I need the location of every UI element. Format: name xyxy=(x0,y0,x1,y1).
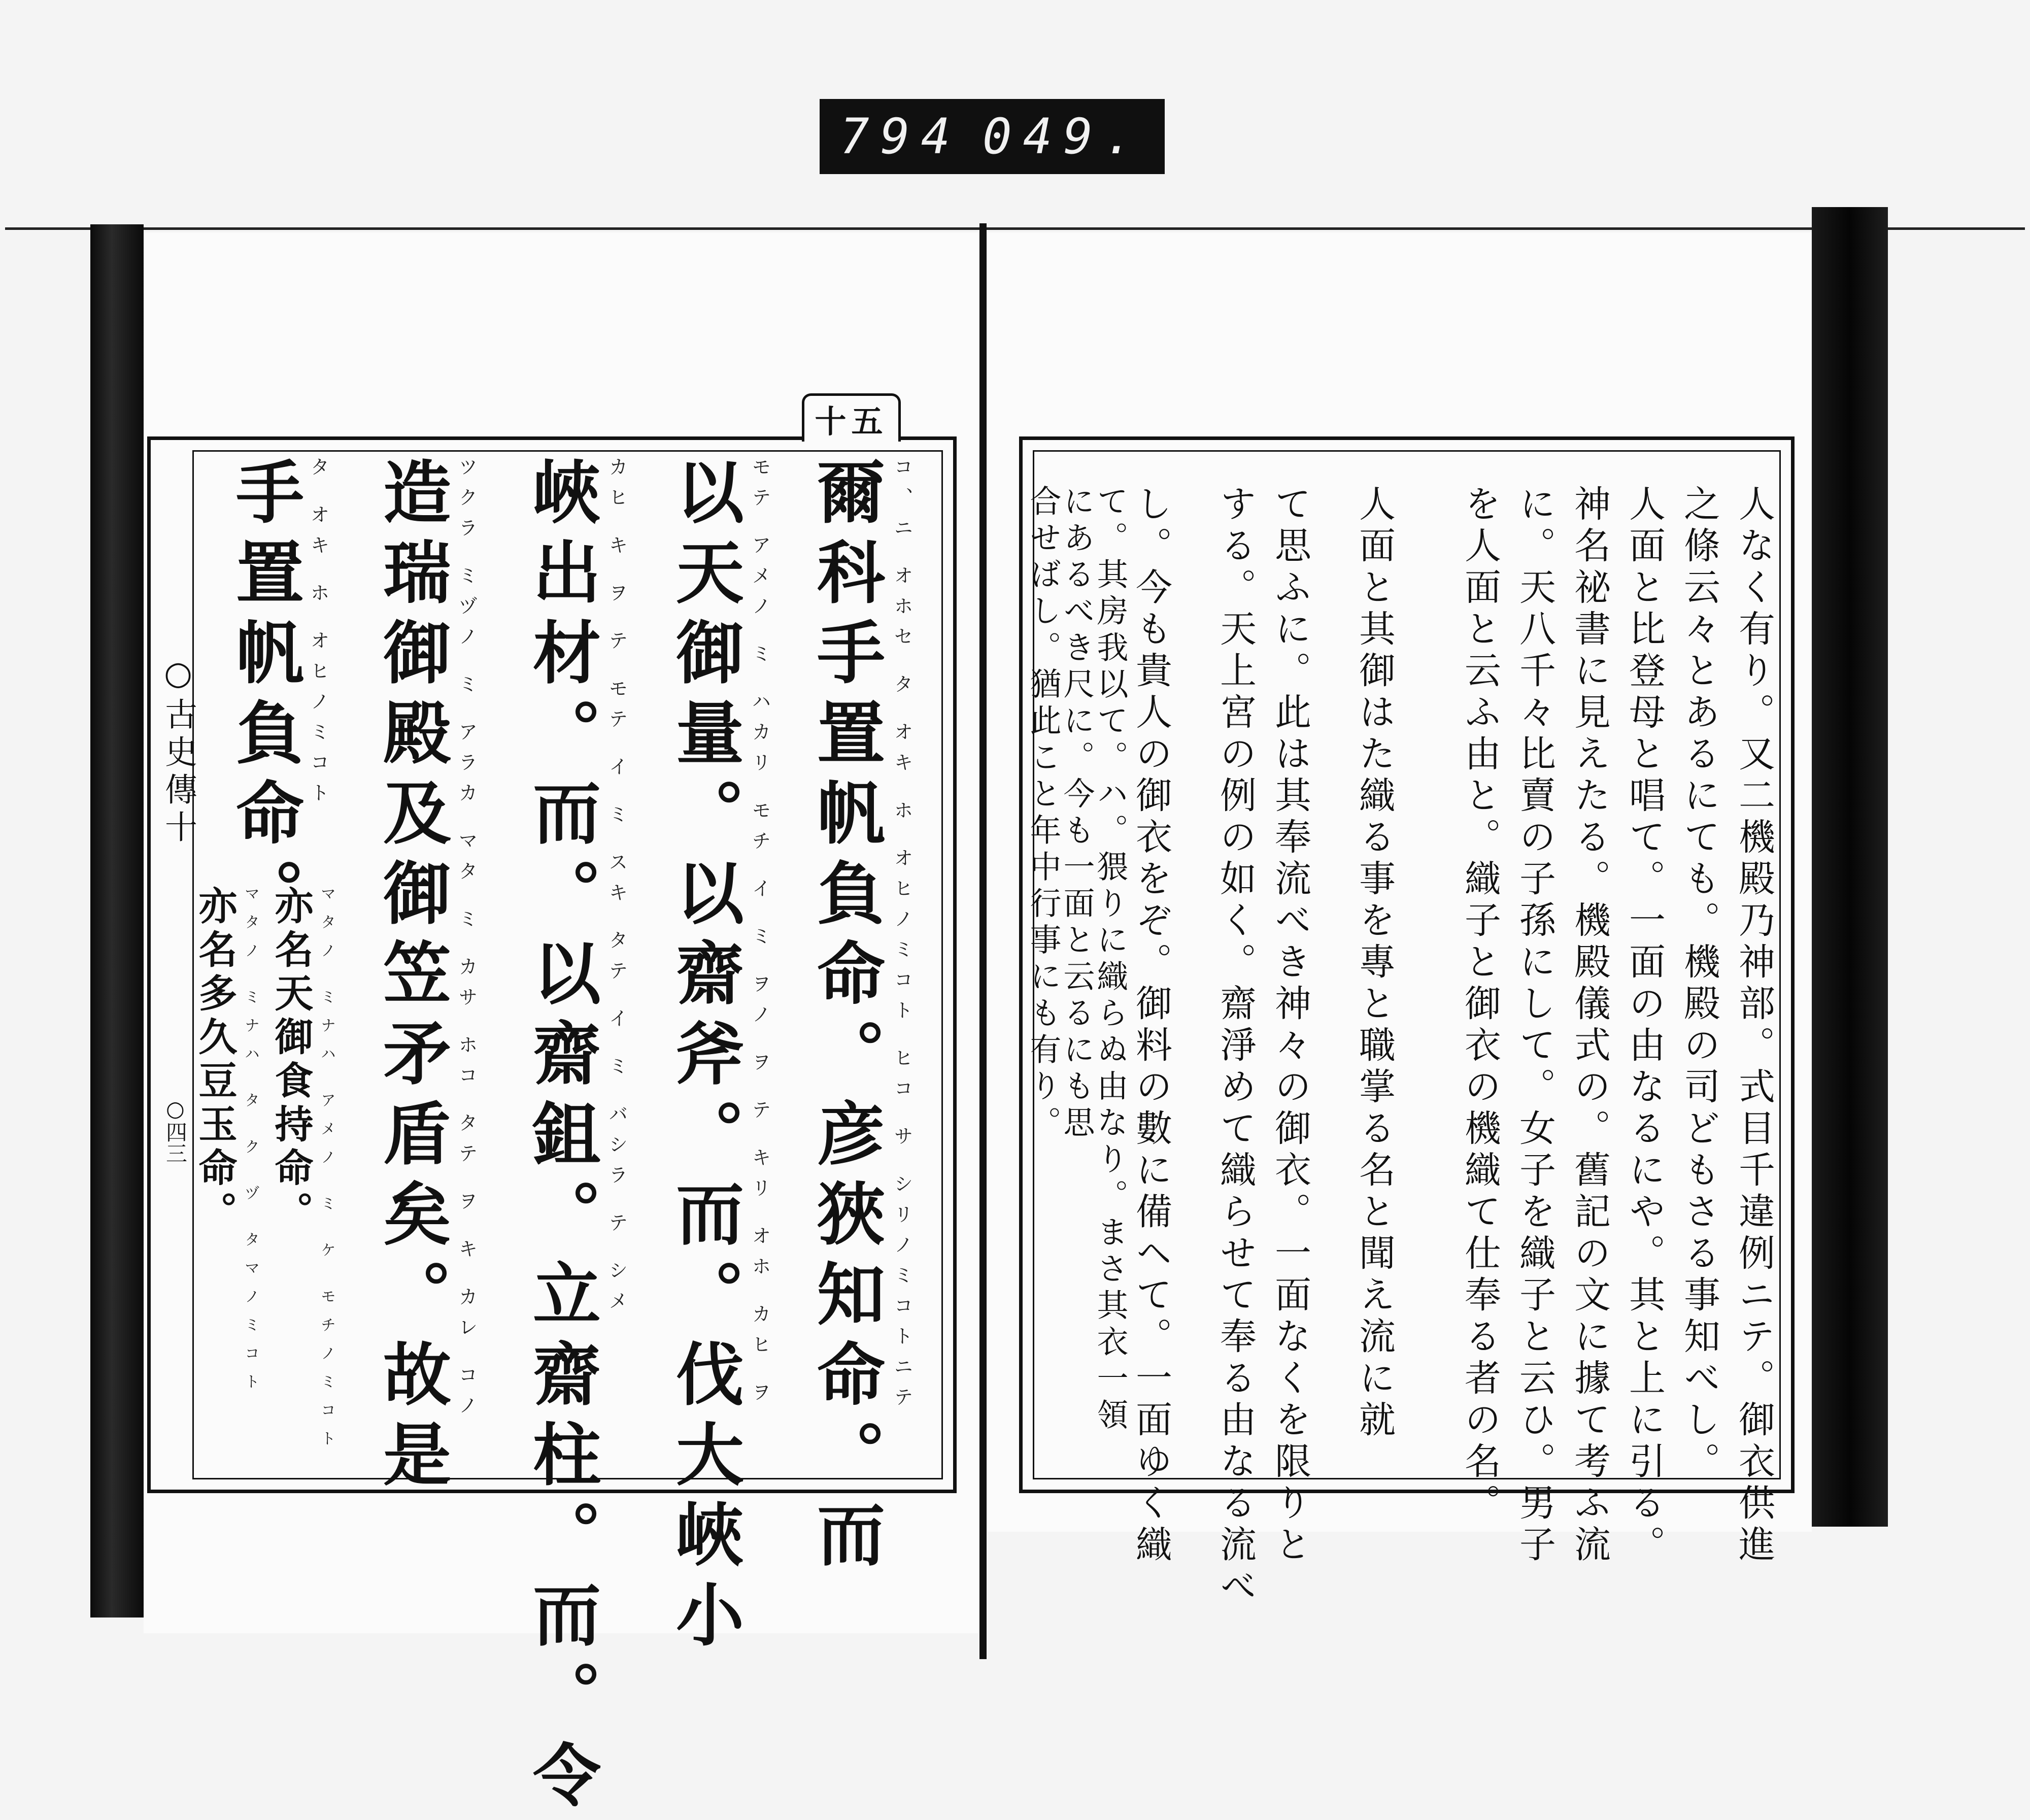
text-column-5: に。天八千々比賣の子孫にして。女子を織子と云ひ。男子 xyxy=(1513,485,1556,1567)
text-column-2: 之條云々とあるにても。機殿の司どもさる事知べし。 xyxy=(1678,485,1720,1484)
margin-page-number: ○四三 xyxy=(163,1096,188,1164)
main-column-4: 造瑞御殿及御笠矛盾矣。故是 xyxy=(372,457,452,1499)
main-column-1: 爾科手置帆負命。彦狹知命。而 xyxy=(806,457,886,1579)
main-column-3: 峽出材。而。以齋鉏。立齋柱。而。令 xyxy=(522,457,602,1820)
sub-column-2: 亦名多久豆玉命。 xyxy=(192,886,238,1235)
ruby-column-2: モテ アメノ ミ ハカリ モチ イ ミ ヲノ ヲ テ キリ オホ カヒ ヲ xyxy=(749,457,771,1413)
text-column-8: て思ふに。此は其奉流べき神々の御衣。一面なくを限りと xyxy=(1269,485,1311,1567)
sub-ruby-2: マタノ ミナハ タ ク ヅ タマノミコト xyxy=(242,886,259,1402)
text-column-13: 合せばし。猶此こと年中行事にも有り。 xyxy=(1025,485,1062,1142)
text-column-10: し。今も貴人の御衣をぞ。御料の數に備ヘて。一面ゆく織 xyxy=(1130,485,1172,1567)
text-column-7: 人面と其御はた織る事を專と職掌る名と聞え流に就 xyxy=(1353,485,1396,1442)
ruby-column-1: コ、ニ オホセ タ オキ ホ オヒノミコト ヒコ サ シリノミコトニテ xyxy=(891,457,913,1418)
text-column-11: て。其房我以て。ハ。猥りに織らぬ由なり。まさ其衣一領 xyxy=(1092,485,1129,1435)
main-column-5: 手置帆負命。 xyxy=(225,457,305,938)
ruby-column-5: タ オキ ホ オヒノミコト xyxy=(307,457,329,814)
text-column-9: する。天上宮の例の如く。齋淨めて織らせて奉る由なる流べ xyxy=(1214,485,1257,1608)
label-number-right: 049. xyxy=(982,108,1144,165)
sub-ruby-1: マタノ ミナハ アメノ ミ ケ モチノミコト xyxy=(318,886,335,1459)
right-book-edge xyxy=(1812,207,1888,1527)
label-number-left: 794 xyxy=(840,108,962,165)
text-column-6: を人面と云ふ由と。織子と御衣の機織て仕奉る者の名。 xyxy=(1459,485,1501,1525)
page-number-tab: 十五 xyxy=(802,393,901,442)
top-rule xyxy=(5,227,2025,230)
main-column-2: 以天御量。以齋斧。而。伐大峽小 xyxy=(665,457,745,1660)
archive-label xyxy=(820,99,1165,174)
text-column-3: 人面と比登母と唱て。一面の由なるにや。其と上に引る。 xyxy=(1623,485,1666,1567)
sub-column-1: 亦名天御食持命。 xyxy=(268,886,314,1235)
ruby-column-3: カヒ キ ヲ テ モテ イ ミ スキ タテ イ ミ バシラ テ シメ xyxy=(605,457,628,1322)
book-title-margin: ○古史傳十 xyxy=(159,655,197,848)
left-book-edge xyxy=(90,224,144,1617)
text-column-12: にあるべき尺に。今も一面と云るにも思 xyxy=(1058,485,1095,1142)
text-column-4: 神名祕書に見えたる。機殿儀式の。舊記の文に據て考ふ流 xyxy=(1568,485,1611,1567)
text-column-1: 人なく有り。又二機殿乃神部。式目千違例ニテ。御衣供進 xyxy=(1733,485,1775,1567)
book-gutter xyxy=(979,223,987,1659)
ruby-column-4: ツクラ ミヅノ ミ アラカ マタ ミ カサ ホコ タテ ヲ キ カレ コノ xyxy=(455,457,478,1426)
